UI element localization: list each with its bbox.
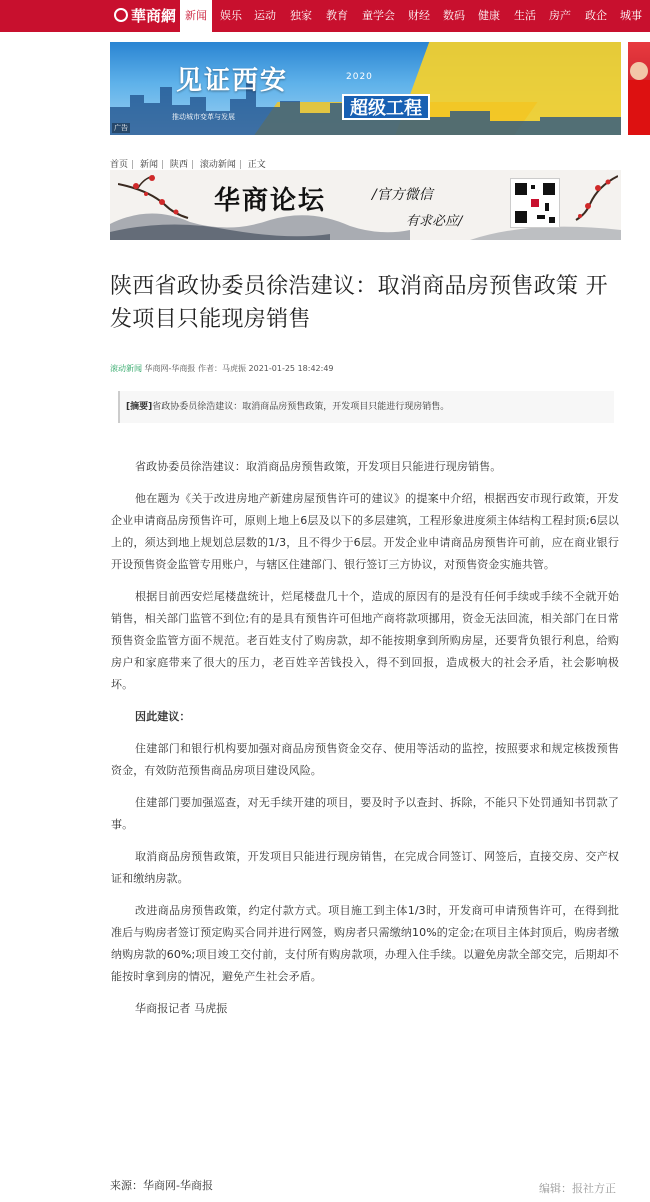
meta-date: 2021-01-25 18:42:49 bbox=[248, 364, 334, 373]
article-summary bbox=[118, 391, 614, 423]
breadcrumb-separator: | bbox=[238, 160, 242, 170]
breadcrumb bbox=[110, 157, 266, 170]
ad-banner[interactable] bbox=[110, 42, 621, 135]
side-ad[interactable] bbox=[628, 42, 650, 135]
nav-item-life[interactable]: 生活 bbox=[514, 9, 536, 22]
nav-item-city[interactable]: 城事 bbox=[620, 9, 642, 22]
qr-code-icon bbox=[510, 178, 560, 228]
logo-mark-icon bbox=[114, 8, 128, 22]
site-logo[interactable] bbox=[114, 3, 177, 29]
article-body bbox=[111, 456, 619, 1030]
paragraph: 他在题为《关于改进房地产新建房屋预售许可的建议》的提案中介绍，根据西安市现行政策，开发企业申请商品房预售许可，原则上地上6层及以下的多层建筑，工程形象进度须主体结构工程封顶;6层以上的，须达到地上规划总层数的1/3，且不得少于6层。开发企业申请商品房预售许可前，应在商业银行开设预售资金监管专用账户，与辖区住建部门、银行签订三方协议，对预售资金实施共管。 bbox=[111, 492, 619, 571]
nav-item-health[interactable]: 健康 bbox=[478, 9, 500, 22]
forum-banner[interactable] bbox=[110, 170, 621, 240]
nav-item-digital[interactable]: 数码 bbox=[443, 9, 465, 22]
breadcrumb-separator: | bbox=[131, 160, 135, 170]
ad-subtitle: 推动城市变革与发展 bbox=[172, 113, 235, 121]
paragraph: 省政协委员徐浩建议：取消商品房预售政策，开发项目只能进行现房销售。 bbox=[135, 460, 502, 473]
breadcrumb-shaanxi[interactable]: 陕西 bbox=[169, 160, 188, 170]
meta-source: 华商网-华商报 bbox=[144, 364, 196, 373]
paragraph: 住建部门要加强巡查，对无手续开建的项目，要及时予以查封、拆除，不能只下处罚通知书罚款了事。 bbox=[111, 796, 619, 831]
nav-item-kids[interactable]: 童学会 bbox=[362, 9, 395, 22]
summary-text: 省政协委员徐浩建议：取消商品房预售政策，开发项目只能进行现房销售。 bbox=[152, 402, 450, 412]
breadcrumb-rolling-news[interactable]: 滚动新闻 bbox=[199, 160, 236, 170]
breadcrumb-separator: | bbox=[160, 160, 164, 170]
nav-item-finance[interactable]: 财经 bbox=[408, 9, 430, 22]
article-title: 陕西省政协委员徐浩建议：取消商品房预售政策 开发项目只能现房销售 bbox=[110, 274, 608, 332]
breadcrumb-news[interactable]: 新闻 bbox=[139, 160, 158, 170]
footer-editor: 编辑：报社方正 bbox=[539, 1182, 616, 1195]
paragraph: 住建部门和银行机构要加强对商品房预售资金交存、使用等活动的监控，按照要求和规定核拨预售资金，有效防范预售商品房项目建设风险。 bbox=[111, 742, 619, 777]
paragraph: 根据目前西安烂尾楼盘统计，烂尾楼盘几十个，造成的原因有的是没有任何手续或手续不全就开始销售，相关部门监管不到位;有的是具有预售许可但地产商将款项挪用，资金无法回流，相关部门在日常预售资金监管方面不规范。老百姓支付了购房款，却不能按期拿到所购房屋，还要背负银行利息，给购房户和家庭带来了很大的压力，老百姓辛苦钱投入，得不到回报，造成极大的社会矛盾，社会影响极坏。 bbox=[111, 590, 619, 691]
footer-source: 来源：华商网-华商报 bbox=[110, 1179, 213, 1192]
forum-slogan-1: /官方微信 bbox=[372, 187, 433, 203]
breadcrumb-separator: | bbox=[190, 160, 194, 170]
paragraph-heading: 因此建议： bbox=[135, 710, 191, 723]
side-ad-person-image bbox=[630, 62, 648, 80]
plum-blossom-icon bbox=[118, 174, 198, 224]
nav-item-realestate[interactable]: 房产 bbox=[549, 9, 571, 22]
nav-item-enterprise[interactable]: 政企 bbox=[585, 9, 607, 22]
side-ad-figure bbox=[628, 80, 650, 135]
article-meta bbox=[110, 363, 334, 374]
nav-item-news[interactable]: 新闻 bbox=[180, 0, 212, 32]
logo-text: 華商網 bbox=[131, 7, 177, 25]
breadcrumb-home[interactable]: 首页 bbox=[110, 160, 129, 170]
forum-brand: 华商论坛 bbox=[214, 186, 327, 216]
paragraph: 取消商品房预售政策，开发项目只能进行现房销售，在完成合同签订、网签后，直接交房、交产权证和缴纳房款。 bbox=[111, 850, 619, 885]
ad-tagline: 超级工程 bbox=[342, 94, 430, 120]
meta-column[interactable]: 滚动新闻 bbox=[110, 364, 142, 373]
breadcrumb-current: 正文 bbox=[247, 160, 266, 170]
top-nav-bar bbox=[0, 0, 650, 32]
summary-label: [摘要] bbox=[126, 402, 153, 412]
ad-label: 广告 bbox=[114, 124, 128, 132]
nav-item-sports[interactable]: 运动 bbox=[254, 9, 276, 22]
nav-item-exclusive[interactable]: 独家 bbox=[290, 9, 312, 22]
ad-year: 2020 bbox=[346, 72, 373, 82]
paragraph: 改进商品房预售政策，约定付款方式。项目施工到主体1/3时，开发商可申请预售许可，在得到批准后与购房者签订预定购买合同并进行网签，购房者只需缴纳10%的定金;在项目主体封顶后，购房者缴纳购房款的60%;项目竣工交付前，支付所有购房款项，办理入住手续。以避免房款全部交完，后期却不能按时拿到房的情况，避免产生社会矛盾。 bbox=[111, 904, 619, 983]
nav-item-entertainment[interactable]: 娱乐 bbox=[220, 9, 242, 22]
reporter-byline: 华商报记者 马虎振 bbox=[135, 1002, 228, 1015]
plum-blossom-icon bbox=[568, 174, 618, 224]
ad-title: 见证西安 bbox=[176, 66, 289, 96]
forum-slogan-2: 有求必应/ bbox=[406, 214, 463, 229]
meta-author: 作者：马虎振 bbox=[197, 364, 246, 373]
nav-item-education[interactable]: 教育 bbox=[326, 9, 348, 22]
